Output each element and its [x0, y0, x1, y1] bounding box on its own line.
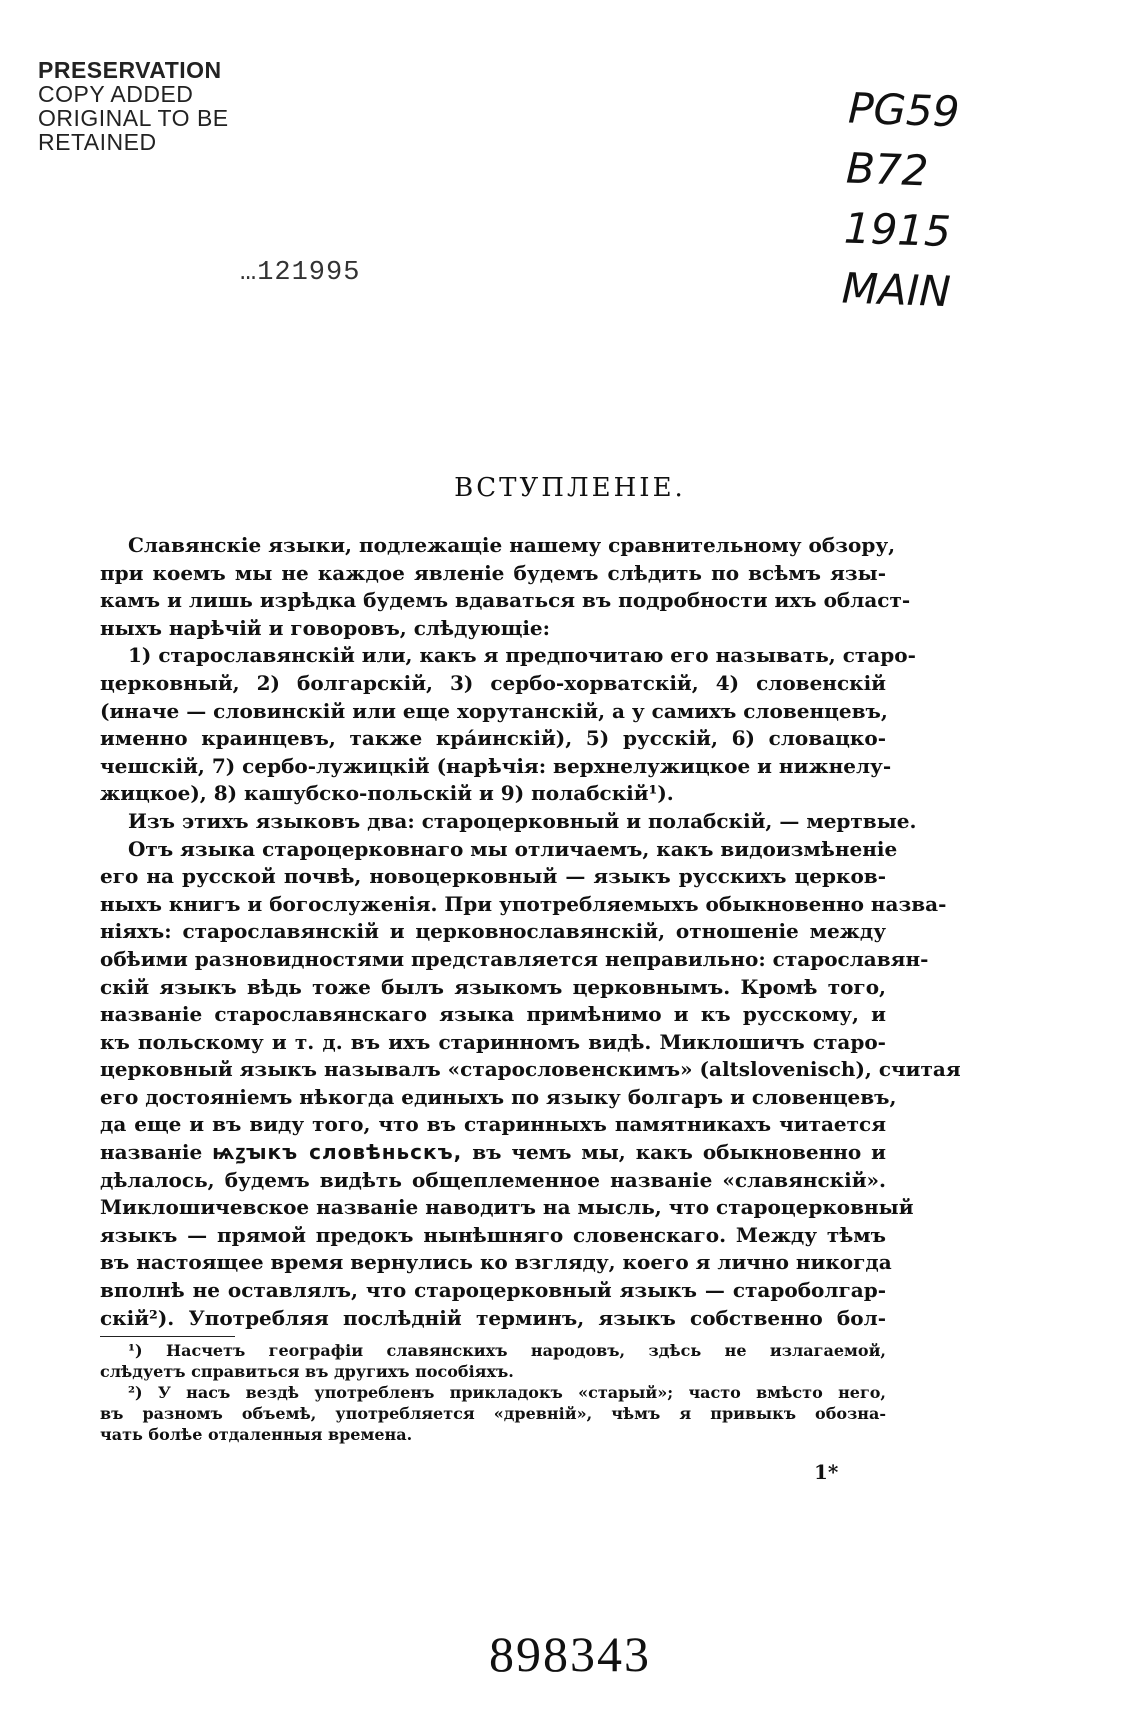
- text-line: обѣими разновидностями представляется неправильно: старославян-: [100, 946, 929, 971]
- text-line: при коемъ мы не каждое явленіе будемъ слѣдить по всѣмъ язы-: [100, 560, 886, 585]
- text-line: да еще и въ виду того, что въ старинныхъ памятникахъ читается: [100, 1112, 886, 1137]
- signature-mark: 1*: [814, 1460, 839, 1484]
- text-line: названіе старославянскаго языка примѣнимо и къ русскому, и: [100, 1002, 886, 1027]
- text-line: 1) старославянскій или, какъ я предпочитаю его называть, старо-: [128, 643, 916, 668]
- text-line: вполнѣ не оставлялъ, что староцерковный языкъ — староболгар-: [100, 1278, 886, 1303]
- handwritten-call-number: [841, 79, 1049, 326]
- text-line: Отъ языка староцерковнаго мы отличаемъ, какъ видоизмѣненіе: [128, 836, 898, 861]
- preservation-stamp: [38, 58, 298, 154]
- text-line: языкъ — прямой предокъ нынѣшняго словенскаго. Между тѣмъ: [100, 1222, 886, 1247]
- church-slavonic-quote: ѩꙁꙑкъ словѣньскъ,: [212, 1140, 463, 1165]
- text-line: именно краинцевъ, также кра́инскій), 5) русскій, 6) словацко-: [100, 726, 886, 751]
- text-line: скій²). Употребляя послѣдній терминъ, языкъ собственно бол-: [100, 1305, 886, 1330]
- text-line: ныхъ книгъ и богослуженія. При употребляемыхъ обыкновенно назва-: [100, 891, 947, 916]
- text-line: Славянскіе языки, подлежащіе нашему сравнительному обзору,: [128, 533, 896, 557]
- text-fragment: въ чемъ мы, какъ обыкновенно и: [472, 1140, 886, 1165]
- text-line: его на русской почвѣ, новоцерковный — языкъ русскихъ церков-: [100, 864, 886, 889]
- stamp-line-4: RETAINED: [38, 129, 157, 155]
- text-line: церковный языкъ называлъ «старословенскимъ» (altslovenisch), считая: [100, 1057, 961, 1082]
- footnote-line: слѣдуетъ справиться въ другихъ пособіяхъ.: [100, 1362, 514, 1381]
- stamp-line-1: PRESERVATION: [38, 57, 222, 83]
- barcode-number: 898343: [489, 1626, 651, 1682]
- text-line: жицкое), 8) кашубско-польскій и 9) полабскій¹).: [100, 781, 674, 806]
- text-line: (иначе — словинскій или еще хорутанскій, а у самихъ словенцевъ,: [100, 698, 888, 723]
- page-title: ВСТУПЛЕНІЕ.: [454, 473, 686, 503]
- call-number-line-1: PG59: [847, 83, 961, 137]
- call-number-line-2: B72: [845, 143, 930, 196]
- text-line: въ настоящее время вернулись ко взгляду, коего я лично никогда: [100, 1250, 892, 1275]
- stamp-line-3: ORIGINAL TO BE: [38, 105, 229, 131]
- text-line: ныхъ нарѣчій и говоровъ, слѣдующіе:: [100, 615, 551, 640]
- text-line: чешскій, 7) сербо-лужицкій (нарѣчія: верхнелужицкое и нижнелу-: [100, 753, 892, 778]
- text-line: Миклошичевское названіе наводитъ на мысль, что староцерковный: [100, 1195, 914, 1220]
- text-line: дѣлалось, будемъ видѣть общеплеменное названіе «славянскій».: [100, 1167, 886, 1192]
- accession-stamp: …121995: [240, 258, 361, 288]
- call-number-line-3: 1915: [843, 203, 952, 257]
- text-fragment: названіе: [100, 1140, 203, 1165]
- text-line: камъ и лишь изрѣдка будемъ вдаваться въ подробности ихъ област-: [100, 588, 911, 613]
- text-line: къ польскому и т. д. въ ихъ старинномъ видѣ. Миклошичъ старо-: [100, 1029, 886, 1054]
- footnote-divider: [100, 1336, 235, 1337]
- body-text: [100, 532, 961, 1332]
- footnote-line: ²) У насъ вездѣ употребленъ прикладокъ «старый»; часто вмѣсто него,: [128, 1383, 886, 1402]
- text-line: скій языкъ вѣдь тоже былъ языкомъ церковнымъ. Кромѣ того,: [100, 974, 886, 999]
- text-line: ніяхъ: старославянскій и церковнославянскій, отношеніе между: [100, 919, 886, 944]
- text-line: Изъ этихъ языковъ два: староцерковный и полабскій, — мертвые.: [128, 808, 917, 833]
- call-number-line-4: MAIN: [841, 263, 952, 317]
- footnote-line: ¹) Насчетъ географіи славянскихъ народовъ, здѣсь не излагаемой,: [128, 1341, 886, 1360]
- footnotes: [100, 1340, 886, 1445]
- footnote-line: чать болѣе отдаленныя времена.: [100, 1425, 413, 1444]
- stamp-line-2: COPY ADDED: [38, 81, 194, 107]
- text-line: церковный, 2) болгарскій, 3) сербо-хорватскій, 4) словенскій: [100, 670, 886, 695]
- text-line-with-slavonic: [100, 1139, 886, 1167]
- text-line: его достояніемъ нѣкогда единыхъ по языку болгаръ и словенцевъ,: [100, 1084, 897, 1109]
- footnote-line: въ разномъ объемѣ, употребляется «древній», чѣмъ я привыкъ обозна-: [100, 1404, 886, 1423]
